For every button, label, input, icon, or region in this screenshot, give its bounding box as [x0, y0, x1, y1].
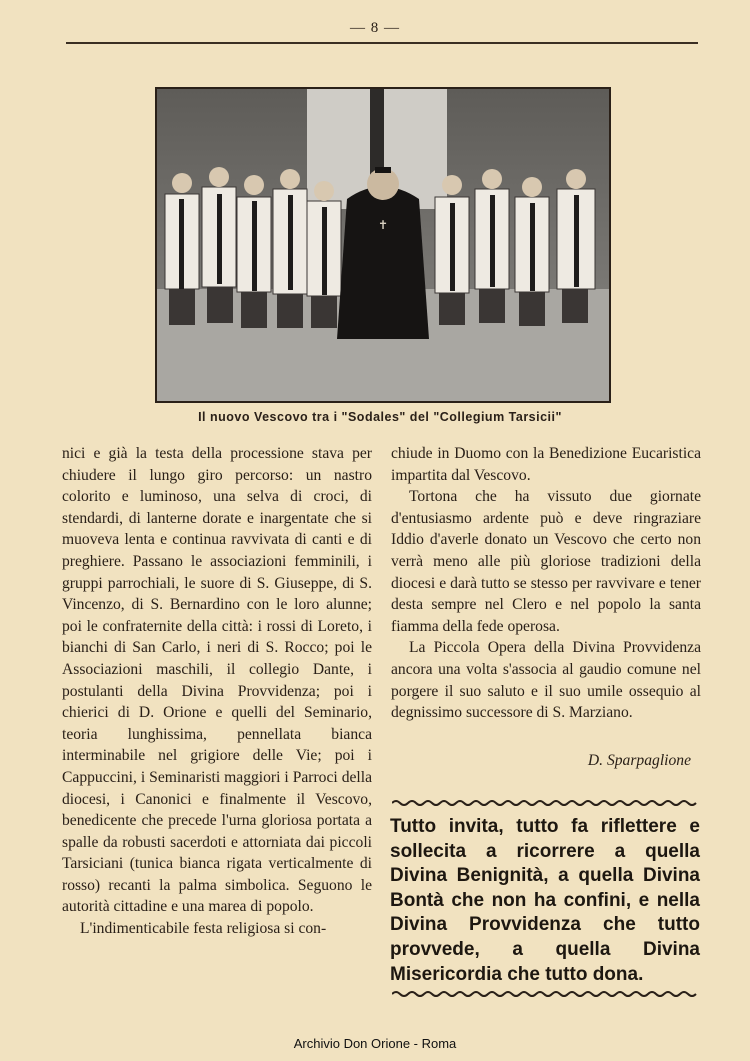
right-column — [391, 443, 701, 724]
highlight-quote: Tutto invita, tutto fa riflettere e sollecita a ricorrere a quella Divina Benignità, a quella Divina Bontà che non ha confini, e nella Divina Provvidenza che tutto provvede, a quella Divina Misericordia che tutto dona. — [390, 816, 700, 985]
page-number: — 8 — — [350, 20, 400, 36]
left-paragraph: nici e già la testa della processione stava per chiudere il lungo giro percorso: un nastro colorito e luminoso, una selva di croci, di stendardi, di lanterne dorate e inargentate che si muoveva lenta e continua ravvivata di canti e di preghiere. Passano le associazioni femminili, i gruppi parrochiali, le suore di S. Giuseppe, di S. Vincenzo, di S. Bernardino con le loro alunne; poi le confraternite della città: i rossi di Loreto, i bianchi di San Carlo, i neri di S. Rocco; poi le Associazioni maschili, il collegio Dante, i postulanti della Divina Provvidenza; poi i chierici di D. Orione e quelli del Seminario, teoria lunghissima, pennellata bianca interminabile nel grigiore delle Vie; poi i Cappuccini, i Seminaristi maggiori i Parroci della diocesi, i Canonici e finalmente il Vescovo, benedicente che precede l'urna gloriosa portata a spalle da robusti sacerdoti e attorniata dai piccoli Tarsiciani (tunica bianca rigata verticalmente di rosso) recanti la palma simbolica. Seguono le autorità cittadine e una marea di popolo. — [62, 445, 372, 916]
right-paragraph: Tortona che ha vissuto due giornate d'entusiasmo ardente può e deve ringraziare Iddio d'averle donato un Vescovo che certo non verrà meno alle più gloriose tradizioni della diocesi e darà tutto se stesso per ravvivare e tener desta sempre nel Clero e nel popolo la santa fiamma della fede operosa. — [391, 488, 701, 635]
right-paragraph: La Piccola Opera della Divina Provvidenza ancora una volta s'associa al gaudio comune nel porgere il suo saluto e il suo umile ossequio al degnissimo successore di S. Marziano. — [391, 639, 701, 722]
photo-caption: Il nuovo Vescovo tra i "Sodales" del "Collegium Tarsicii" — [198, 410, 562, 424]
wavy-divider-bottom — [392, 990, 698, 998]
wavy-divider-top — [392, 799, 698, 807]
group-photo — [155, 87, 611, 403]
archive-footer: Archivio Don Orione - Roma — [293, 1036, 457, 1051]
right-paragraph: chiude in Duomo con la Benedizione Eucaristica impartita dal Vescovo. — [391, 445, 701, 484]
svg-text:✝: ✝ — [377, 218, 389, 232]
left-column — [62, 443, 372, 940]
left-paragraph-last: L'indimenticabile festa religiosa si con- — [80, 920, 327, 938]
header-rule — [66, 42, 698, 44]
signature: D. Sparpaglione — [587, 752, 691, 769]
